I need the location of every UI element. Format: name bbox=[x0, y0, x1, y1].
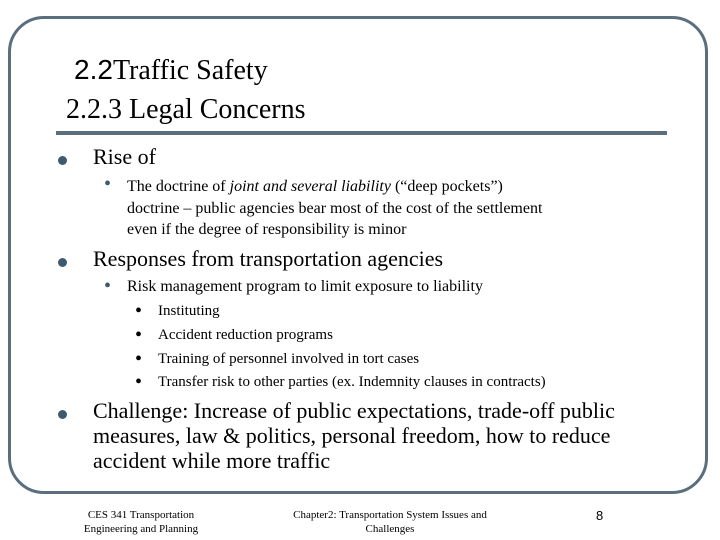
bullet-challenge-line1: Challenge: Increase of public expectations, trade-off public bbox=[93, 398, 615, 423]
sub-bullet-marker-icon: • bbox=[104, 173, 112, 195]
item-accident-reduction: Accident reduction programs bbox=[158, 327, 333, 343]
bullet-challenge-line3: accident while more traffic bbox=[93, 448, 331, 473]
bullet-rise-of: Rise of bbox=[93, 144, 156, 169]
footer-course-line1: CES 341 Transportation bbox=[87, 509, 195, 521]
bullet-responses: Responses from transportation agencies bbox=[93, 246, 444, 271]
sub-bullet-doctrine: The doctrine of joint and several liability (“deep pockets”) bbox=[127, 178, 503, 195]
item-instituting: Instituting bbox=[158, 303, 220, 319]
bullet-challenge-line2: measures, law & politics, personal freedom, how to reduce bbox=[93, 423, 611, 448]
footer-chapter bbox=[270, 508, 510, 536]
title-number: 2.2 bbox=[74, 54, 113, 85]
sub-sub-bullet-marker-icon: • bbox=[135, 324, 143, 346]
title-divider bbox=[56, 131, 667, 135]
title-text: Traffic Safety bbox=[112, 55, 268, 86]
footer-course-line2: Engineering and Planning bbox=[83, 523, 199, 535]
sub-bullet-doctrine-line3: even if the degree of responsibility is minor bbox=[127, 221, 407, 238]
slide-subtitle: 2.2.3 Legal Concerns bbox=[66, 94, 306, 125]
bullet-marker-icon bbox=[56, 410, 68, 422]
sub-bullet-doctrine-line2: doctrine – public agencies bear most of the cost of the settlement bbox=[127, 200, 543, 217]
bullet-marker-icon bbox=[56, 258, 68, 270]
sub-sub-bullet-marker-icon: • bbox=[135, 300, 143, 322]
page-number: 8 bbox=[596, 508, 604, 523]
slide-title bbox=[74, 54, 268, 87]
bullet-marker-icon bbox=[56, 156, 68, 168]
sub-bullet-marker-icon: • bbox=[104, 275, 112, 297]
sub-sub-bullet-marker-icon: • bbox=[135, 348, 143, 370]
footer-course bbox=[66, 508, 216, 536]
footer-chapter-line2: Challenges bbox=[365, 523, 415, 535]
item-training: Training of personnel involved in tort cases bbox=[158, 351, 420, 367]
item-transfer-risk: Transfer risk to other parties (ex. Indemnity clauses in contracts) bbox=[158, 374, 546, 390]
sub-bullet-risk-management: Risk management program to limit exposure to liability bbox=[127, 278, 483, 295]
footer-chapter-line1: Chapter2: Transportation System Issues and bbox=[293, 509, 487, 521]
sub-sub-bullet-marker-icon: • bbox=[135, 371, 143, 393]
